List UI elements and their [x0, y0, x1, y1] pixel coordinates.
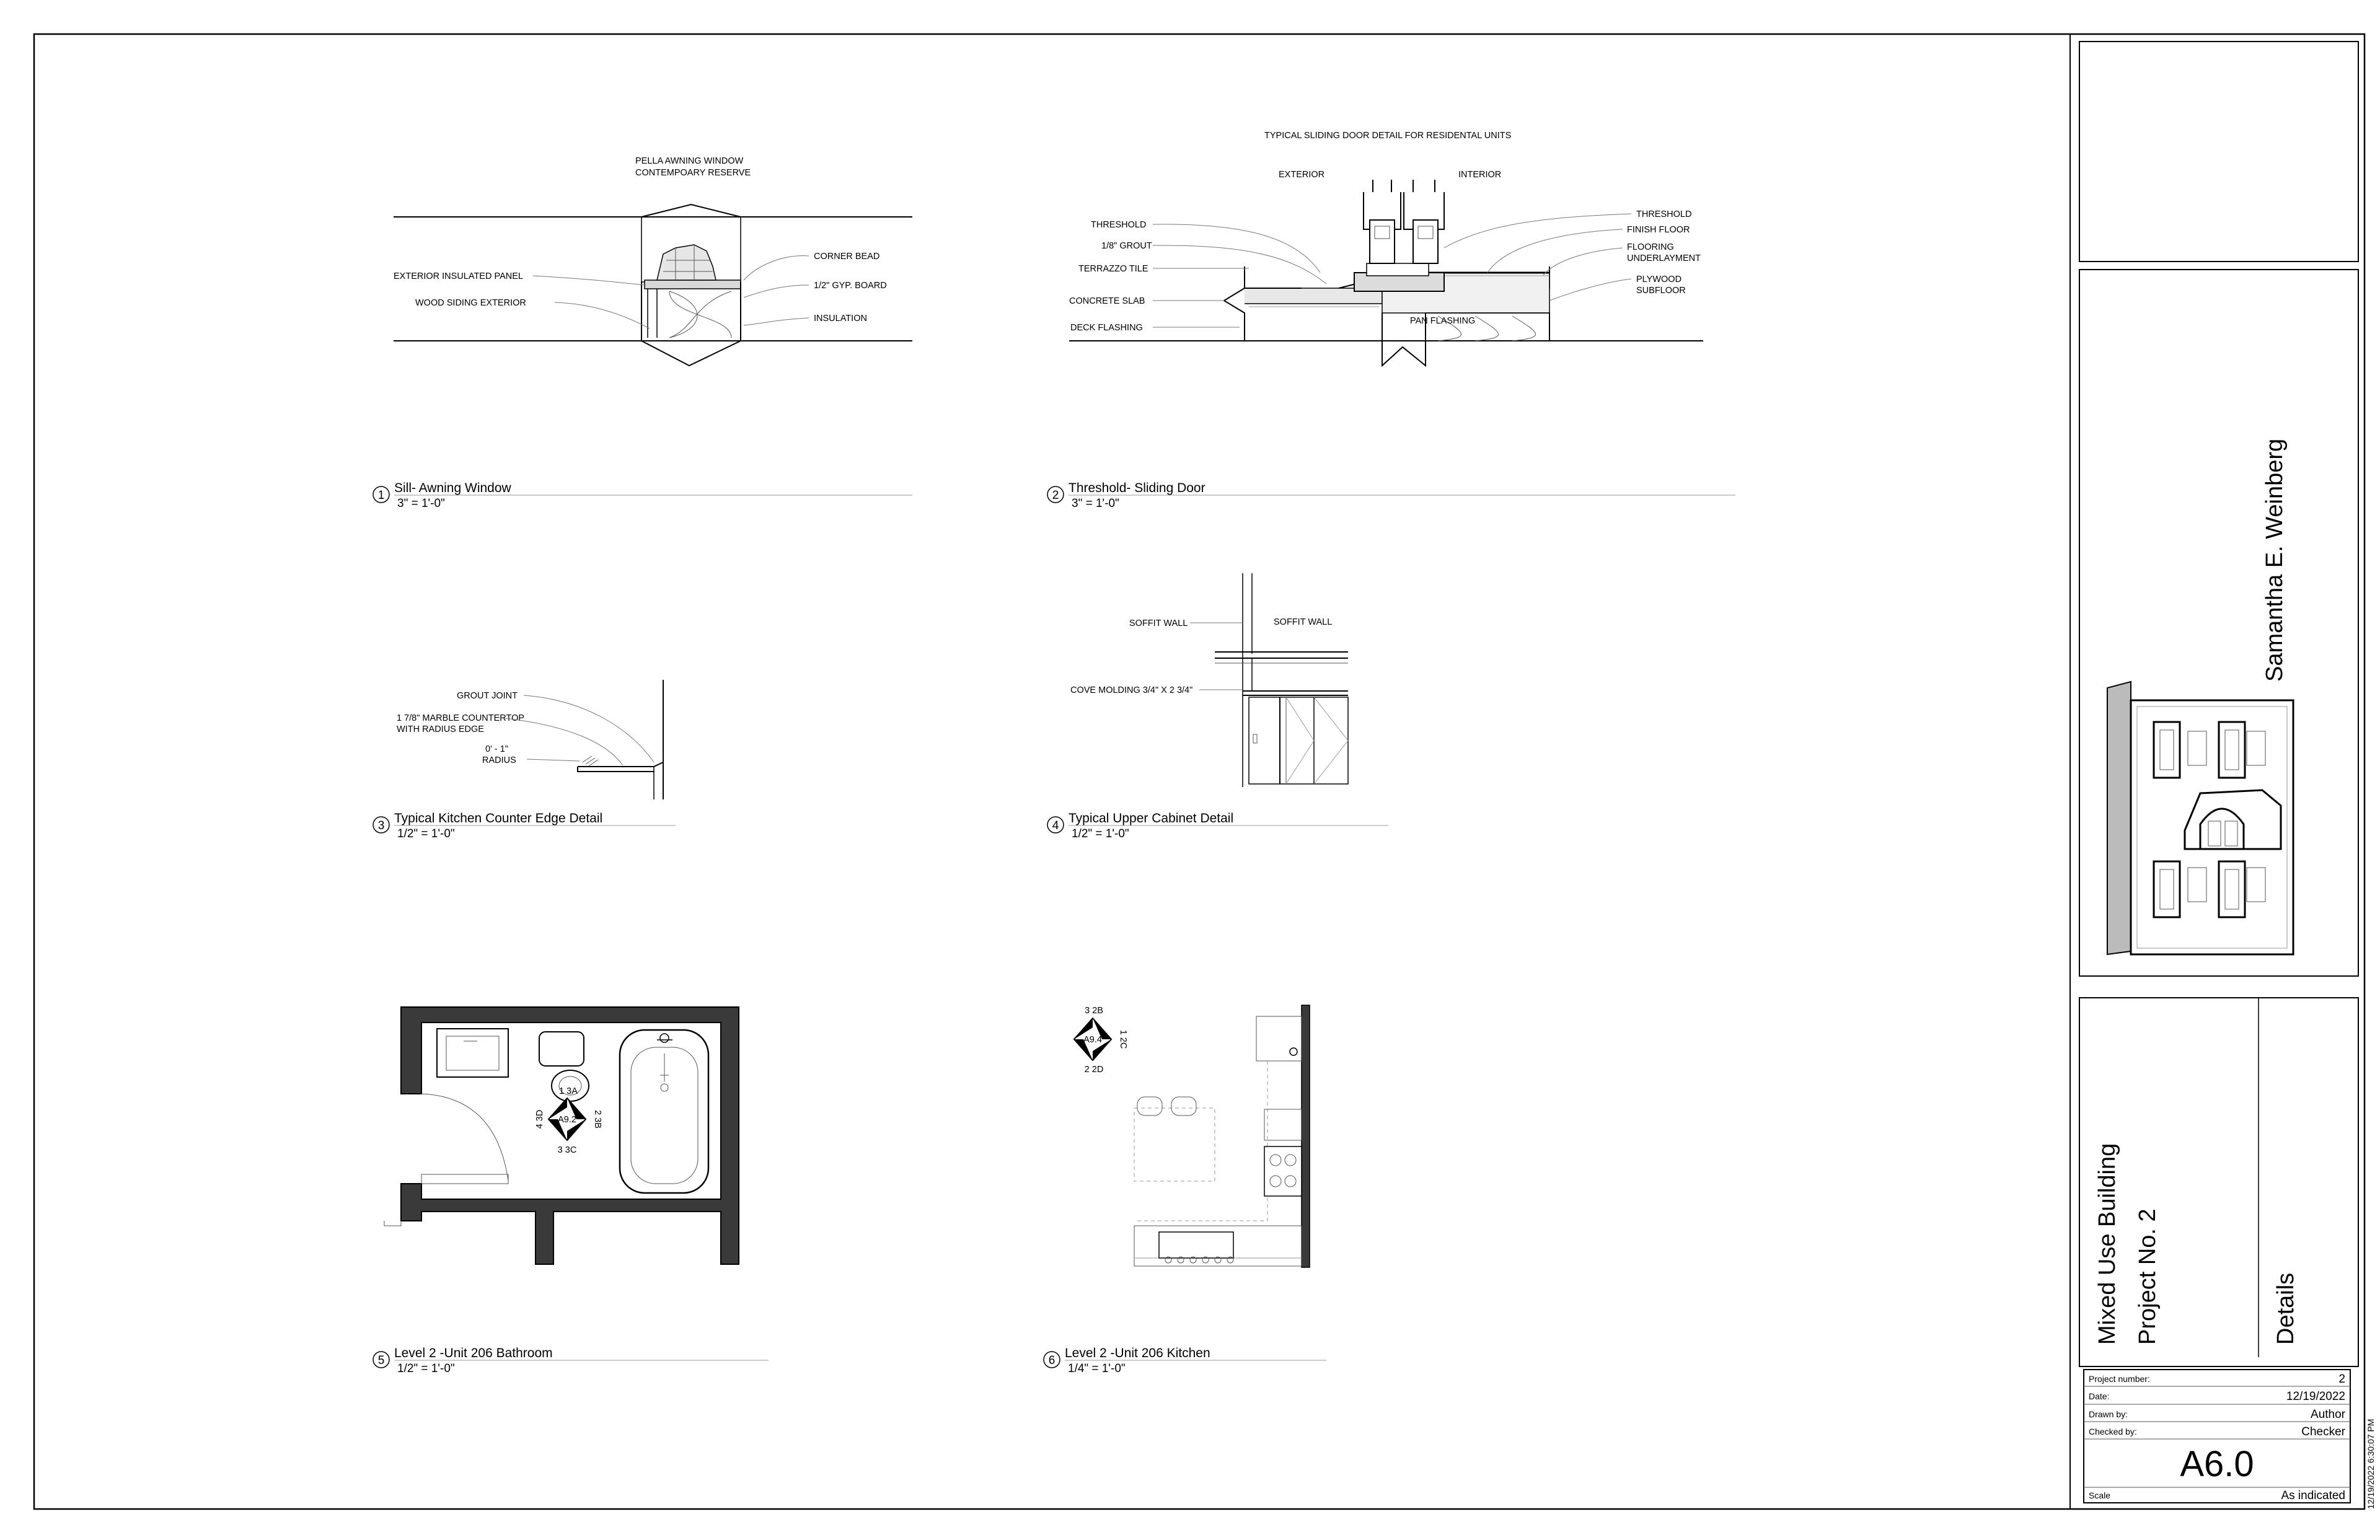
detail-3-label-radius: RADIUS [482, 755, 516, 765]
detail-5-title-text: Level 2 -Unit 206 Bathroom [394, 1346, 553, 1360]
detail-2-number: 2 [1052, 489, 1059, 502]
detail-2-label-threshold-right: THRESHOLD [1636, 209, 1692, 219]
detail-5-tag-bottom: 3 3C [557, 1145, 577, 1155]
detail-4-label-soffit-right: SOFFIT WALL [1274, 617, 1333, 627]
scale-value: As indicated [2281, 1489, 2345, 1502]
date-value: 12/19/2022 [2286, 1390, 2345, 1403]
detail-2-label-subfloor: SUBFLOOR [1636, 286, 1686, 296]
drawn-by-value: Author [2311, 1408, 2345, 1421]
detail-2-label-deck-flashing: DECK FLASHING [1070, 323, 1143, 333]
sheet-number: A6.0 [2180, 1444, 2254, 1484]
detail-3-label-radius-dim: 0' - 1" [485, 744, 508, 754]
detail-1-drawing [394, 156, 912, 366]
title-block-project-box [2079, 998, 2358, 1366]
detail-1-label-gyp: 1/2" GYP. BOARD [814, 281, 887, 291]
detail-2-label-grout: 1/8" GROUT [1101, 241, 1152, 251]
scale-label: Scale [2089, 1490, 2111, 1500]
detail-5-number: 5 [377, 1354, 385, 1367]
detail-2-label-finish-floor: FINISH FLOOR [1627, 225, 1690, 235]
detail-3-scale: 1/2" = 1'-0" [397, 827, 455, 840]
detail-4-title [1047, 811, 1388, 840]
detail-4-label-soffit-left: SOFFIT WALL [1129, 618, 1188, 628]
detail-5-tag-right: 2 3B [593, 1110, 602, 1129]
title-block-top-box [2079, 42, 2358, 262]
detail-2-scale: 3" = 1'-0" [1072, 497, 1119, 510]
date-label: Date: [2089, 1391, 2110, 1401]
detail-2-label-exterior: EXTERIOR [1279, 170, 1325, 180]
detail-5-scale: 1/2" = 1'-0" [397, 1362, 455, 1375]
detail-4-number: 4 [1052, 819, 1059, 832]
project-name: Mixed Use Building [2094, 1143, 2120, 1345]
detail-2-label-pan-flashing: PAN FLASHING [1410, 316, 1476, 326]
detail-2-label-interior: INTERIOR [1458, 170, 1502, 180]
detail-1-label-ext-panel: EXTERIOR INSULATED PANEL [394, 271, 523, 281]
detail-6-tag-center: A9.4 [1083, 1035, 1102, 1045]
detail-6-title [1044, 1346, 1326, 1375]
detail-2-label-underlayment: UNDERLAYMENT [1627, 253, 1701, 263]
detail-5-tag-center: A9.2 [558, 1115, 576, 1125]
detail-6-tag-bottom: 2 2D [1084, 1065, 1104, 1075]
detail-4-drawing [1070, 573, 1348, 787]
detail-2-title [1047, 481, 1735, 510]
detail-3-label-grout: GROUT JOINT [457, 691, 518, 701]
detail-2-title-text: Threshold- Sliding Door [1069, 481, 1205, 495]
detail-3-title-text: Typical Kitchen Counter Edge Detail [394, 811, 603, 825]
detail-1-header-line1: PELLA AWNING WINDOW [635, 156, 744, 166]
detail-2-label-threshold-left: THRESHOLD [1091, 220, 1147, 230]
detail-6-drawing [1074, 1005, 1310, 1267]
sheet-border [34, 34, 2365, 1509]
detail-1-title-text: Sill- Awning Window [394, 481, 511, 495]
print-timestamp: 12/19/2022 6:30:07 PM [2366, 1419, 2376, 1509]
detail-3-label-radius-edge: WITH RADIUS EDGE [397, 724, 484, 734]
title-block [2070, 34, 2376, 1509]
detail-1-label-corner-bead: CORNER BEAD [814, 252, 880, 262]
detail-1-label-siding: WOOD SIDING EXTERIOR [415, 298, 526, 308]
detail-4-scale: 1/2" = 1'-0" [1072, 827, 1129, 840]
detail-4-title-text: Typical Upper Cabinet Detail [1069, 811, 1234, 825]
detail-2-label-terrazzo: TERRAZZO TILE [1078, 264, 1148, 274]
detail-6-scale: 1/4" = 1'-0" [1068, 1362, 1126, 1375]
building-elevation-logo [2107, 682, 2293, 954]
detail-6-title-text: Level 2 -Unit 206 Kitchen [1065, 1346, 1210, 1360]
detail-6-number: 6 [1048, 1354, 1056, 1367]
detail-1-scale: 3" = 1'-0" [397, 497, 445, 510]
detail-1-number: 1 [377, 489, 385, 502]
detail-3-title [373, 811, 676, 840]
project-subtitle: Project No. 2 [2135, 1208, 2161, 1345]
detail-5-tag-left: 4 3D [535, 1109, 545, 1129]
detail-2-label-slab: CONCRETE SLAB [1069, 296, 1145, 306]
detail-1-title [373, 481, 912, 510]
checked-by-label: Checked by: [2089, 1427, 2137, 1437]
detail-5-drawing [384, 1007, 739, 1264]
detail-4-label-cove: COVE MOLDING 3/4" X 2 3/4" [1070, 685, 1193, 695]
sheet-name: Details [2273, 1272, 2299, 1345]
detail-5-title [373, 1346, 769, 1375]
detail-6-tag-right: 1 2C [1118, 1029, 1128, 1049]
detail-2-drawing [1069, 131, 1703, 366]
detail-3-number: 3 [377, 819, 385, 832]
author-name: Samantha E. Weinberg [2262, 438, 2288, 682]
detail-2-label-plywood: PLYWOOD [1636, 275, 1682, 284]
project-number-label: Project number: [2089, 1374, 2150, 1384]
detail-2-header: TYPICAL SLIDING DOOR DETAIL FOR RESIDENTAL UNITS [1264, 131, 1512, 141]
detail-3-label-countertop: 1 7/8" MARBLE COUNTERTOP [397, 713, 525, 723]
detail-3-drawing [397, 680, 663, 799]
detail-5-tag-top: 1 3A [559, 1086, 578, 1096]
detail-2-label-flooring: FLOORING [1627, 242, 1674, 252]
detail-1-header-line2: CONTEMPOARY RESERVE [635, 168, 751, 178]
detail-1-label-insulation: INSULATION [814, 314, 867, 323]
project-number-value: 2 [2338, 1373, 2345, 1386]
drawn-by-label: Drawn by: [2089, 1409, 2128, 1419]
detail-6-tag-top: 3 2B [1085, 1006, 1103, 1016]
checked-by-value: Checker [2301, 1425, 2345, 1438]
